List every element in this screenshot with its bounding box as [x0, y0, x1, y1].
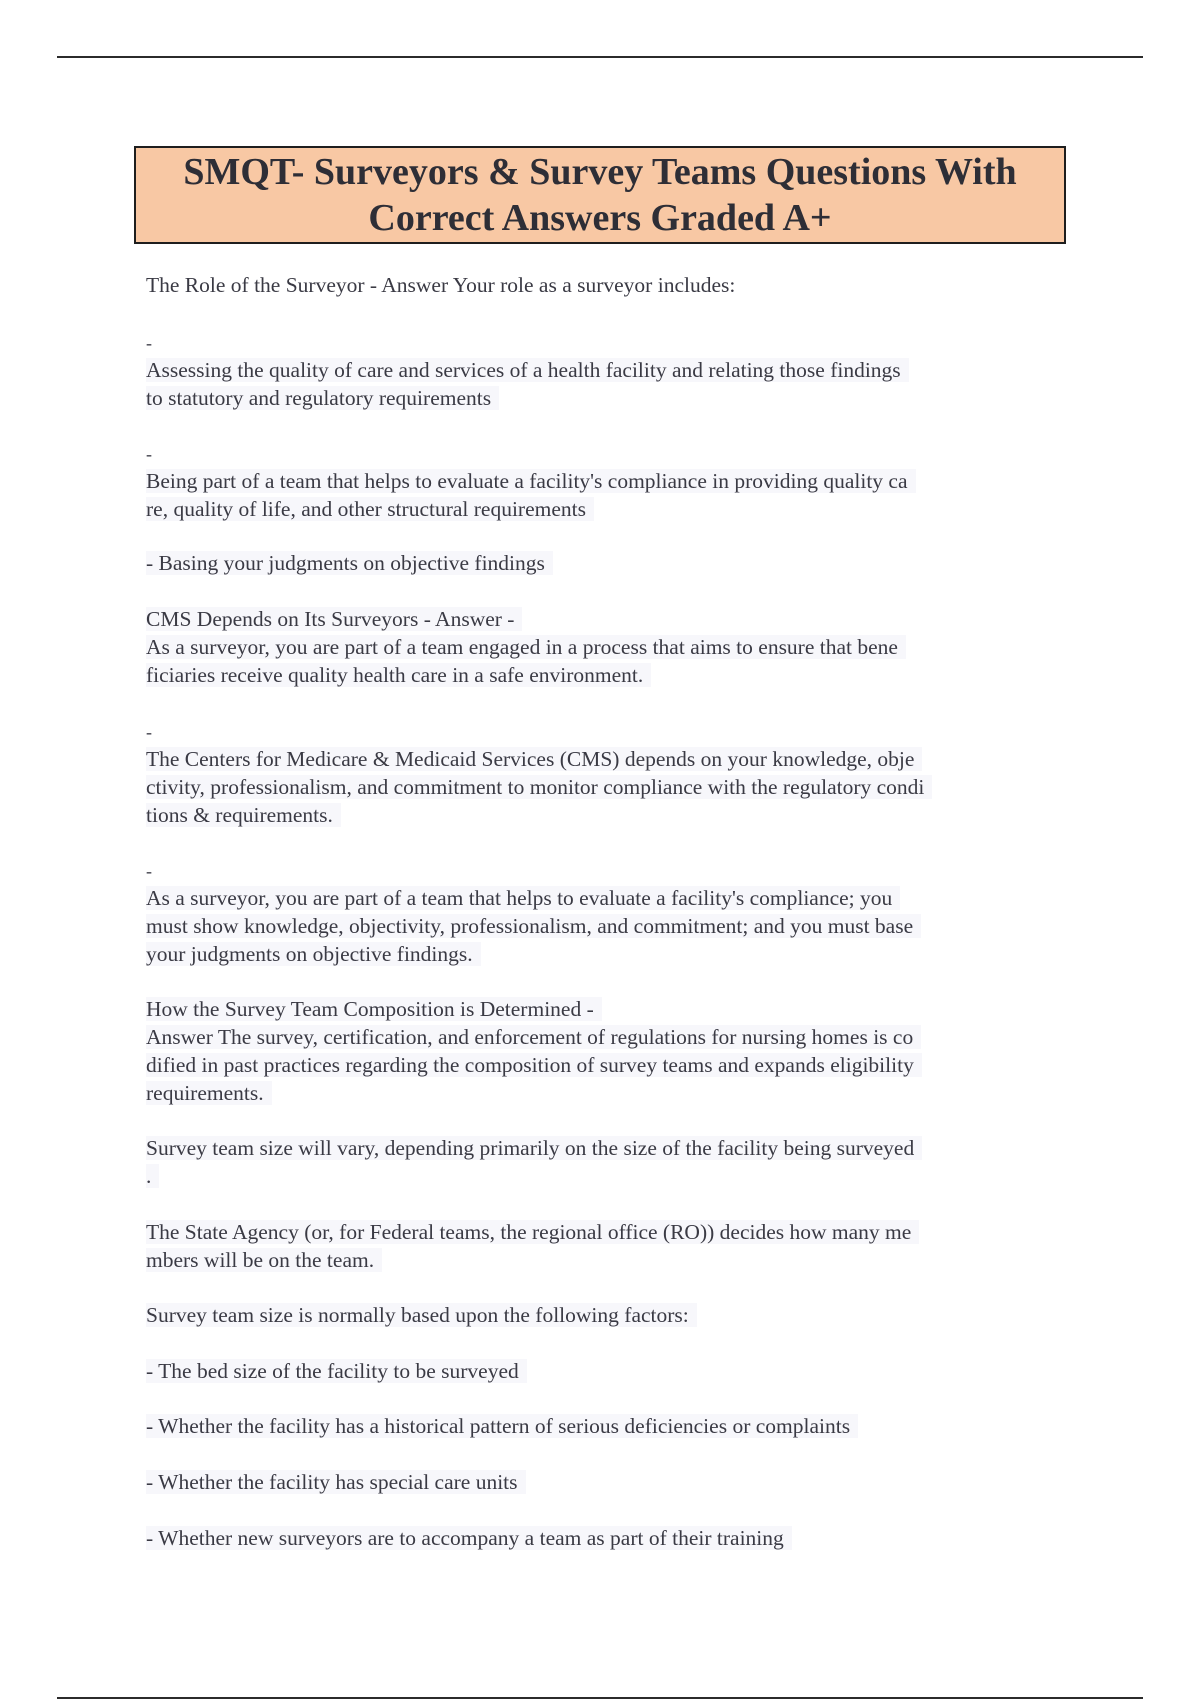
text-line: your judgments on objective findings.	[146, 942, 481, 966]
text-line: Survey team size is normally based upon the following factors:	[146, 1303, 697, 1327]
text-line: Being part of a team that helps to evaluate a facility's compliance in providing quality ca	[146, 469, 916, 493]
text-line: The State Agency (or, for Federal teams, the regional office (RO)) decides how many me	[146, 1220, 919, 1244]
text-line: The Centers for Medicare & Medicaid Services (CMS) depends on your knowledge, obje	[146, 747, 922, 771]
list-item: - Whether new surveyors are to accompany a team as part of their training	[146, 1526, 792, 1550]
bottom-rule	[57, 1697, 1143, 1699]
list-item: - Whether the facility has a historical pattern of serious deficiencies or complaints	[146, 1414, 858, 1438]
section-heading: CMS Depends on Its Surveyors - Answer -	[146, 607, 522, 631]
text-line: must show knowledge, objectivity, professionalism, and commitment; and you must base	[146, 914, 921, 938]
list-item: - The bed size of the facility to be surveyed	[146, 1359, 527, 1383]
bullet-dash: -	[146, 722, 152, 742]
text-line: dified in past practices regarding the composition of survey teams and expands eligibility	[146, 1053, 922, 1077]
text-line: mbers will be on the team.	[146, 1248, 382, 1272]
text-line: ctivity, professionalism, and commitment to monitor compliance with the regulatory condi	[146, 775, 932, 799]
text-line: Assessing the quality of care and services of a health facility and relating those findings	[146, 358, 909, 382]
text-line: requirements.	[146, 1081, 272, 1105]
document-title	[183, 149, 1016, 241]
text-line: As a surveyor, you are part of a team that helps to evaluate a facility's compliance; you	[146, 886, 900, 910]
text-line: The Role of the Surveyor - Answer Your role as a surveyor includes:	[146, 273, 736, 297]
text-line: tions & requirements.	[146, 803, 341, 827]
text-line: As a surveyor, you are part of a team engaged in a process that aims to ensure that bene	[146, 635, 906, 659]
top-rule	[57, 56, 1143, 58]
section-heading: How the Survey Team Composition is Determined -	[146, 997, 602, 1021]
bullet-dash: -	[146, 444, 152, 464]
title-line-1: SMQT- Surveyors & Survey Teams Questions With	[183, 151, 1017, 193]
text-line: to statutory and regulatory requirements	[146, 386, 499, 410]
text-line: ficiaries receive quality health care in a safe environment.	[146, 663, 651, 687]
title-banner	[134, 146, 1066, 244]
text-line: - Basing your judgments on objective findings	[146, 551, 553, 575]
text-line: .	[146, 1164, 159, 1188]
text-line: Survey team size will vary, depending primarily on the size of the facility being surveyed	[146, 1136, 922, 1160]
bullet-dash: -	[146, 333, 152, 353]
text-line: Answer The survey, certification, and enforcement of regulations for nursing homes is co	[146, 1025, 921, 1049]
text-line: re, quality of life, and other structural requirements	[146, 497, 594, 521]
bullet-dash: -	[146, 861, 152, 881]
title-line-2: Correct Answers Graded A+	[368, 197, 832, 239]
list-item: - Whether the facility has special care units	[146, 1470, 526, 1494]
